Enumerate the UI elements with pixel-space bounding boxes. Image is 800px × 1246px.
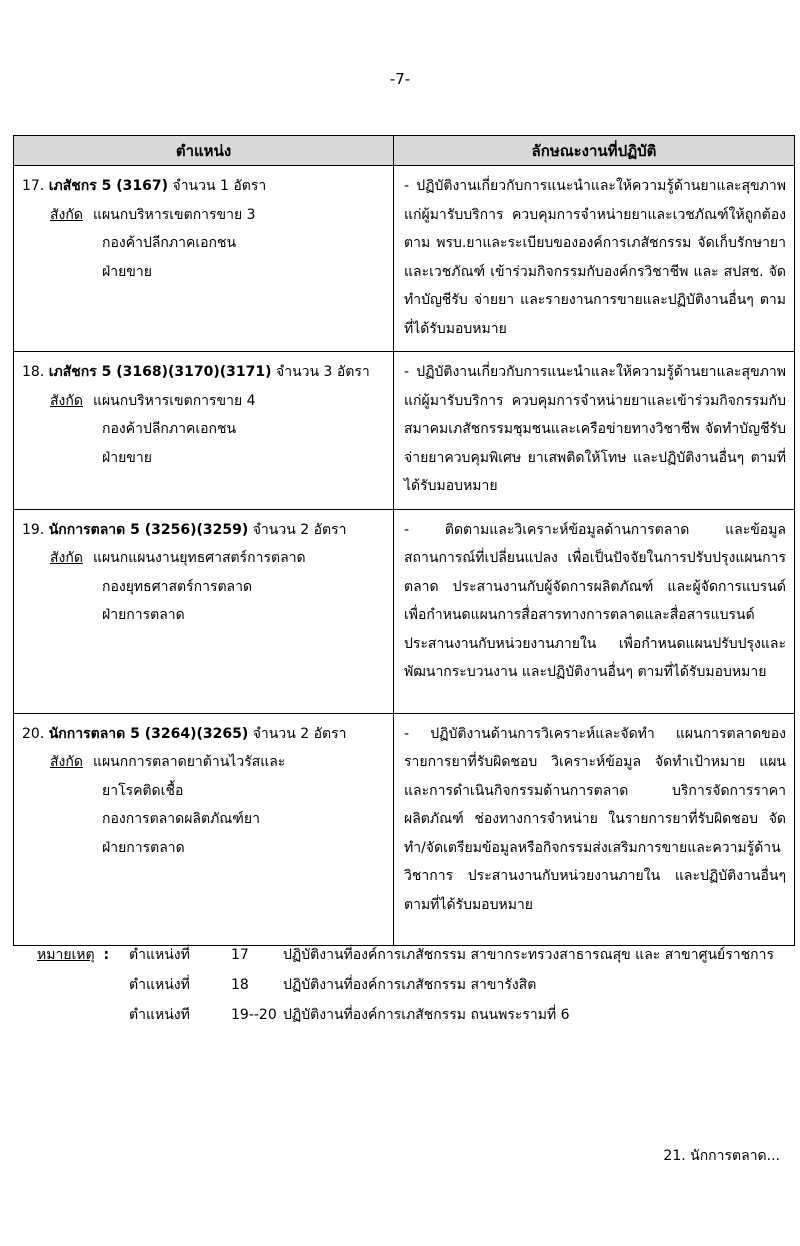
unit-line: [22, 748, 389, 777]
position-count: จำนวน 1 อัตรา: [172, 178, 267, 194]
header-duty: ลักษณะงานที่ปฏิบัติ: [394, 136, 795, 166]
remark-line: [37, 970, 774, 1000]
unit-line: กองค้าปลีกภาคเอกชน: [102, 235, 237, 251]
unit-line: [22, 544, 389, 573]
position-title: เภสัชกร 5 (3167): [48, 178, 169, 194]
page-number: -7-: [389, 70, 411, 88]
position-title-line: [22, 516, 389, 545]
attach-label: สังกัด: [50, 550, 83, 566]
position-count: จำนวน 2 อัตรา: [252, 521, 347, 538]
remark-line: [37, 1000, 774, 1030]
position-cell: [14, 713, 394, 945]
position-title-line: [22, 720, 389, 749]
table-row: [14, 166, 795, 352]
unit-line: กองยุทธศาสตร์การตลาด: [102, 578, 253, 595]
duty-cell: - ปฏิบัติงานด้านการวิเคราะห์และจัดทำ แผนการตลาดของรายการยาที่รับผิดชอบ วิเคราะห์ข้อมูล จัดทำเป้าหมาย แผน และการดำเนินกิจกรรมด้านการตลาด บริการจัดการราคา ผลิตภัณฑ์ ช่องทางการจำหน่าย ในรายการยาที่รับผิดชอบ จัดทำ/จัดเตรียมข้อมูลหรือกิจกรรมส่งเสริมการขายและความรู้ด้านวิชาการ ประสานงานกับหน่วยงานภายใน และปฏิบัติงานอื่นๆ ตามที่ได้รับมอบหมาย: [394, 713, 795, 945]
position-cell: [14, 509, 394, 713]
position-count: จำนวน 3 อัตรา: [276, 364, 370, 380]
unit-line: ฝ่ายขาย: [102, 263, 152, 280]
position-title: นักการตลาด 5 (3256)(3259): [48, 521, 249, 538]
remark-key: ตำแหน่งที: [129, 1007, 190, 1023]
remark-text: ปฏิบัติงานที่องค์การเภสัชกรรม ถนนพระรามที่ 6: [283, 1007, 570, 1023]
row-number: 19.: [22, 521, 45, 538]
positions-table: [13, 135, 795, 946]
table-row: [14, 713, 795, 945]
attach-label: สังกัด: [50, 206, 83, 223]
unit-line: ฝ่ายการตลาด: [102, 607, 185, 623]
duty-cell: - ปฏิบัติงานเกี่ยวกับการแนะนำและให้ความรู้ด้านยาและสุขภาพแก่ผู้มารับบริการ ควบคุมการจำหน่ายยาและเวชภัณฑ์ให้ถูกต้องตาม พรบ.ยาและระเบียบขององค์การเภสัชกรรม จัดเก็บรักษายาและเวชภัณฑ์ เข้าร่วมกิจกรรมกับองค์กรวิชาชีพ และ สปสช. จัดทำบัญชีรับ จ่ายยา และรายงานการขายและปฏิบัติงานอื่นๆ ตามที่ได้รับมอบหมาย: [394, 166, 795, 352]
remark-number: 17: [231, 947, 249, 963]
remark-colon: :: [103, 947, 110, 963]
unit-line: ฝ่ายการตลาด: [102, 839, 185, 856]
remark-label: หมายเหตุ: [37, 947, 95, 963]
remark-line: [37, 940, 774, 970]
remark-key: ตำแหน่งที่: [129, 947, 190, 963]
duty-cell: - ปฏิบัติงานเกี่ยวกับการแนะนำและให้ความรู้ด้านยาและสุขภาพแก่ผู้มารับบริการ ควบคุมการจำหน่ายยาและเข้าร่วมกิจกรรมกับสมาคมเภสัชกรรมชุมชนและเครือข่ายทางวิชาชีพ จัดทำบัญชีรับ จ่ายยาควบคุมพิเศษ ยาเสพติดให้โทษ และปฏิบัติงานอื่นๆ ตามที่ได้รับมอบหมาย: [394, 352, 795, 510]
unit-name: แผนกการตลาดยาต้านไวรัสและ: [92, 754, 286, 770]
row-number: 20.: [22, 725, 45, 742]
remarks: [37, 940, 774, 1030]
remark-text: ปฏิบัติงานที่องค์การเภสัชกรรม สาขากระทรวงสาธารณสุข และ สาขาศูนย์ราชการ: [283, 947, 774, 963]
header-position: ตำแหน่ง: [14, 136, 394, 166]
next-page-continuation: 21. นักการตลาด...: [663, 1148, 780, 1164]
position-cell: [14, 352, 394, 510]
remark-key: ตำแหน่งที่: [129, 977, 190, 993]
unit-line: [22, 201, 389, 230]
position-count: จำนวน 2 อัตรา: [252, 725, 347, 742]
position-title: นักการตลาด 5 (3264)(3265): [48, 725, 249, 742]
position-title-line: [22, 172, 389, 201]
unit-line: กองค้าปลีกภาคเอกชน: [102, 421, 237, 437]
position-title-line: [22, 358, 389, 387]
row-number: 17.: [22, 178, 45, 194]
unit-line: ฝ่ายขาย: [102, 449, 152, 466]
attach-label: สังกัด: [50, 392, 83, 409]
remark-number: 18: [231, 977, 249, 993]
table-row: [14, 352, 795, 510]
duty-cell: - ติดตามและวิเคราะห์ข้อมูลด้านการตลาด และข้อมูลสถานการณ์ที่เปลี่ยนแปลง เพื่อเป็นปัจจัยในการปรับปรุงแผนการตลาด ประสานงานกับผู้จัดการผลิตภัณฑ์ และผู้จัดการแบรนด์ เพื่อกำหนดแผนการสื่อสารทางการตลาดและสื่อสารแบรนด์ ประสานงานกับหน่วยงานภายใน เพื่อกำหนดแผนปรับปรุงและพัฒนากระบวนงาน และปฏิบัติงานอื่นๆ ตามที่ได้รับมอบหมาย: [394, 509, 795, 713]
unit-line: กองการตลาดผลิตภัณฑ์ยา: [102, 811, 260, 827]
attach-label: สังกัด: [50, 754, 83, 770]
position-title: เภสัชกร 5 (3168)(3170)(3171): [48, 364, 272, 380]
unit-line: ยาโรคติดเชื้อ: [102, 782, 184, 799]
position-cell: [14, 166, 394, 352]
remark-number: 19--20: [231, 1007, 277, 1023]
table-row: [14, 509, 795, 713]
remark-text: ปฏิบัติงานที่องค์การเภสัชกรรม สาขารังสิต: [283, 977, 537, 993]
row-number: 18.: [22, 364, 45, 380]
table-header-row: [14, 136, 795, 166]
unit-name: แผนกแผนงานยุทธศาสตร์การตลาด: [92, 550, 306, 566]
unit-name: แผนกบริหารเขตการขาย 3: [92, 206, 256, 223]
unit-name: แผนกบริหารเขตการขาย 4: [92, 392, 256, 409]
unit-line: [22, 387, 389, 416]
